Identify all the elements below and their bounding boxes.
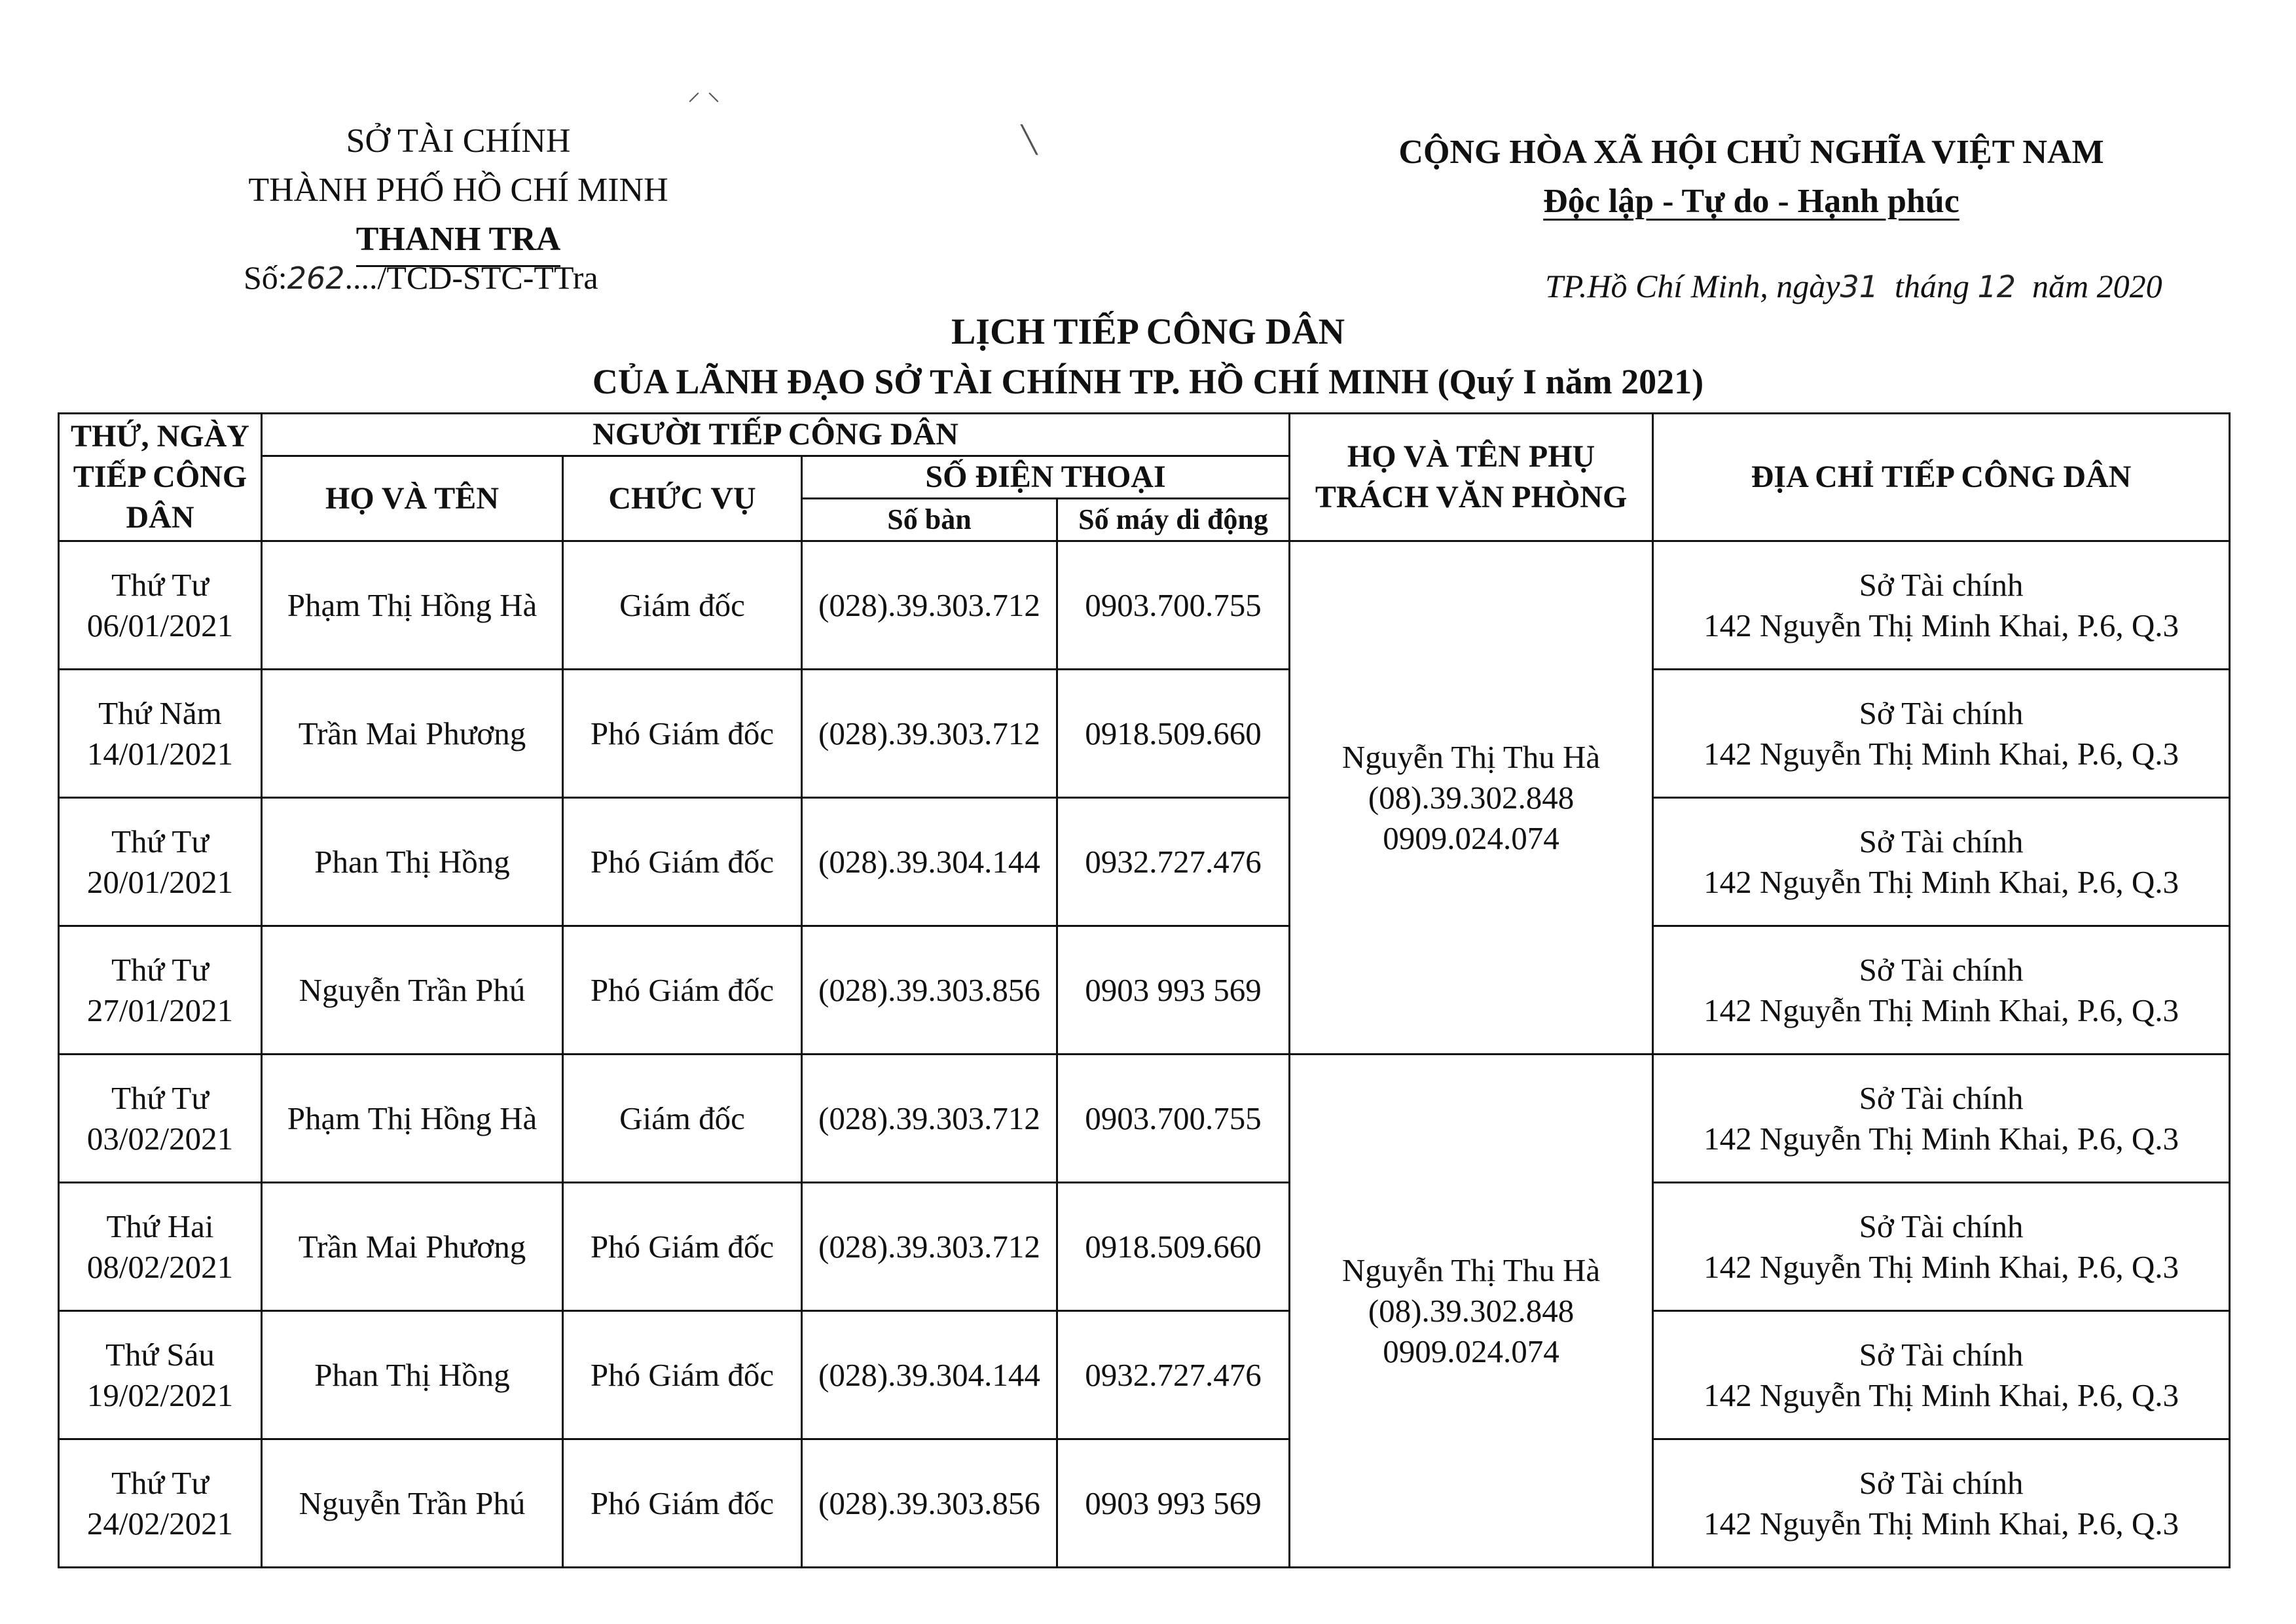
row-weekday: Thứ Sáu xyxy=(105,1336,215,1373)
row-name: Phạm Thị Hồng Hà xyxy=(262,541,563,670)
row-desk-phone: (028).39.303.712 xyxy=(802,1055,1057,1183)
row-address-line-2: 142 Nguyễn Thị Minh Khai, P.6, Q.3 xyxy=(1704,735,2179,772)
row-name: Trần Mai Phương xyxy=(262,1183,563,1311)
row-weekday: Thứ Tư xyxy=(111,566,209,603)
row-address-line-1: Sở Tài chính xyxy=(1859,951,2024,988)
office-contact-name: Nguyễn Thị Thu Hà xyxy=(1341,1252,1601,1288)
document-number: Số:262..../TCD-STC-TTra xyxy=(244,259,598,296)
office-contact xyxy=(1290,541,1653,1055)
row-date-value: 19/02/2021 xyxy=(86,1377,234,1413)
scan-artifact: ╲ xyxy=(1021,125,1038,154)
row-date-value: 24/02/2021 xyxy=(86,1505,234,1542)
row-mobile-phone: 0932.727.476 xyxy=(1057,1311,1290,1439)
row-desk-phone: (028).39.303.856 xyxy=(802,1439,1057,1568)
row-weekday: Thứ Tư xyxy=(111,1079,209,1116)
row-position: Phó Giám đốc xyxy=(563,1311,802,1439)
office-contact-mobile: 0909.024.074 xyxy=(1383,1333,1559,1369)
row-address-line-1: Sở Tài chính xyxy=(1859,1336,2024,1373)
page-subtitle: CỦA LÃNH ĐẠO SỞ TÀI CHÍNH TP. HỒ CHÍ MINH (Quý I năm 2021) xyxy=(592,362,1704,401)
motto: Độc lập - Tự do - Hạnh phúc xyxy=(1543,183,1959,220)
row-position: Phó Giám đốc xyxy=(563,1439,802,1568)
row-address-line-2: 142 Nguyễn Thị Minh Khai, P.6, Q.3 xyxy=(1704,1377,2179,1413)
row-desk-phone: (028).39.303.856 xyxy=(802,926,1057,1055)
row-date-value: 20/01/2021 xyxy=(86,863,234,900)
row-address-line-2: 142 Nguyễn Thị Minh Khai, P.6, Q.3 xyxy=(1704,607,2179,643)
row-address-line-2: 142 Nguyễn Thị Minh Khai, P.6, Q.3 xyxy=(1704,1505,2179,1542)
issuer-line-2: THÀNH PHỐ HỒ CHÍ MINH xyxy=(248,171,668,209)
row-name: Phạm Thị Hồng Hà xyxy=(262,1055,563,1183)
row-date xyxy=(59,1439,262,1568)
row-name: Trần Mai Phương xyxy=(262,670,563,798)
row-address-line-1: Sở Tài chính xyxy=(1859,1079,2024,1116)
row-address-line-1: Sở Tài chính xyxy=(1859,566,2024,603)
row-desk-phone: (028).39.304.144 xyxy=(802,1311,1057,1439)
table-row xyxy=(59,541,2230,670)
row-weekday: Thứ Năm xyxy=(98,695,222,731)
row-address-line-2: 142 Nguyễn Thị Minh Khai, P.6, Q.3 xyxy=(1704,1248,2179,1285)
row-date xyxy=(59,798,262,926)
row-date xyxy=(59,1311,262,1439)
row-date xyxy=(59,1055,262,1183)
table-row xyxy=(59,798,2230,926)
table-row xyxy=(59,1439,2230,1568)
row-address-line-1: Sở Tài chính xyxy=(1859,695,2024,731)
row-date-value: 14/01/2021 xyxy=(86,735,234,772)
row-address-line-2: 142 Nguyễn Thị Minh Khai, P.6, Q.3 xyxy=(1704,992,2179,1028)
header-phone: SỐ ĐIỆN THOẠI xyxy=(802,456,1290,499)
header-position: CHỨC VỤ xyxy=(563,456,802,541)
header-desk-phone: Số bàn xyxy=(802,499,1057,541)
row-address-line-2: 142 Nguyễn Thị Minh Khai, P.6, Q.3 xyxy=(1704,1120,2179,1157)
row-name: Phan Thị Hồng xyxy=(262,798,563,926)
row-name: Nguyễn Trần Phú xyxy=(262,1439,563,1568)
table-row xyxy=(59,1311,2230,1439)
row-name: Nguyễn Trần Phú xyxy=(262,926,563,1055)
header-name: HỌ VÀ TÊN xyxy=(262,456,563,541)
row-desk-phone: (028).39.303.712 xyxy=(802,541,1057,670)
row-position: Phó Giám đốc xyxy=(563,670,802,798)
row-weekday: Thứ Hai xyxy=(106,1208,214,1244)
scan-artifact: ⸝ ⸜ xyxy=(687,77,720,106)
row-date xyxy=(59,670,262,798)
issuer-line-1: SỞ TÀI CHÍNH xyxy=(346,122,571,160)
row-date xyxy=(59,541,262,670)
row-address-line-1: Sở Tài chính xyxy=(1859,1208,2024,1244)
row-desk-phone: (028).39.304.144 xyxy=(802,798,1057,926)
row-date-value: 08/02/2021 xyxy=(86,1248,234,1285)
row-address xyxy=(1653,1311,2230,1439)
row-weekday: Thứ Tư xyxy=(111,1464,209,1501)
row-address xyxy=(1653,798,2230,926)
issuer-line-3: THANH TRA xyxy=(164,215,753,267)
row-date-value: 27/01/2021 xyxy=(86,992,234,1028)
row-address xyxy=(1653,926,2230,1055)
row-address-line-2: 142 Nguyễn Thị Minh Khai, P.6, Q.3 xyxy=(1704,863,2179,900)
row-date xyxy=(59,926,262,1055)
row-mobile-phone: 0903 993 569 xyxy=(1057,1439,1290,1568)
row-address xyxy=(1653,670,2230,798)
table-row xyxy=(59,1183,2230,1311)
row-address xyxy=(1653,1439,2230,1568)
row-position: Giám đốc xyxy=(563,541,802,670)
table-row xyxy=(59,926,2230,1055)
handwritten-number: 262 xyxy=(287,261,345,296)
row-mobile-phone: 0903.700.755 xyxy=(1057,541,1290,670)
national-header xyxy=(1309,128,2193,226)
header-date: THỨ, NGÀY TIẾP CÔNG DÂN xyxy=(59,414,262,541)
row-date-value: 03/02/2021 xyxy=(86,1120,234,1157)
header-address: ĐỊA CHỈ TIẾP CÔNG DÂN xyxy=(1653,414,2230,541)
table-row xyxy=(59,1055,2230,1183)
row-mobile-phone: 0903.700.755 xyxy=(1057,1055,1290,1183)
row-mobile-phone: 0932.727.476 xyxy=(1057,798,1290,926)
row-address-line-1: Sở Tài chính xyxy=(1859,1464,2024,1501)
row-position: Phó Giám đốc xyxy=(563,798,802,926)
row-weekday: Thứ Tư xyxy=(111,951,209,988)
header-office: HỌ VÀ TÊN PHỤ TRÁCH VĂN PHÒNG xyxy=(1290,414,1653,541)
issuer-block xyxy=(164,117,753,267)
table-row xyxy=(59,670,2230,798)
row-date xyxy=(59,1183,262,1311)
row-weekday: Thứ Tư xyxy=(111,823,209,859)
office-contact-phone: (08).39.302.848 xyxy=(1368,1292,1575,1329)
header-receiver: NGƯỜI TIẾP CÔNG DÂN xyxy=(262,414,1290,456)
row-mobile-phone: 0918.509.660 xyxy=(1057,1183,1290,1311)
row-date-value: 06/01/2021 xyxy=(86,607,234,643)
row-desk-phone: (028).39.303.712 xyxy=(802,1183,1057,1311)
row-address xyxy=(1653,1183,2230,1311)
header-mobile-phone: Số máy di động xyxy=(1057,499,1290,541)
row-position: Giám đốc xyxy=(563,1055,802,1183)
row-mobile-phone: 0903 993 569 xyxy=(1057,926,1290,1055)
row-address xyxy=(1653,541,2230,670)
row-position: Phó Giám đốc xyxy=(563,1183,802,1311)
issue-date: TP.Hồ Chí Minh, ngày31 tháng 12 năm 2020 xyxy=(1545,268,2162,304)
row-address-line-1: Sở Tài chính xyxy=(1859,823,2024,859)
handwritten-month: 12 xyxy=(1977,269,2016,304)
row-desk-phone: (028).39.303.712 xyxy=(802,670,1057,798)
office-contact-name: Nguyễn Thị Thu Hà xyxy=(1341,738,1601,775)
country-name: CỘNG HÒA XÃ HỘI CHỦ NGHĨA VIỆT NAM xyxy=(1398,134,2104,171)
office-contact-mobile: 0909.024.074 xyxy=(1383,820,1559,856)
office-contact xyxy=(1290,1055,1653,1568)
page-title: LỊCH TIẾP CÔNG DÂN xyxy=(951,312,1345,352)
row-position: Phó Giám đốc xyxy=(563,926,802,1055)
row-name: Phan Thị Hồng xyxy=(262,1311,563,1439)
office-contact-phone: (08).39.302.848 xyxy=(1368,779,1575,816)
row-address xyxy=(1653,1055,2230,1183)
schedule-table xyxy=(58,412,2231,1568)
handwritten-day: 31 xyxy=(1840,269,1879,304)
row-mobile-phone: 0918.509.660 xyxy=(1057,670,1290,798)
